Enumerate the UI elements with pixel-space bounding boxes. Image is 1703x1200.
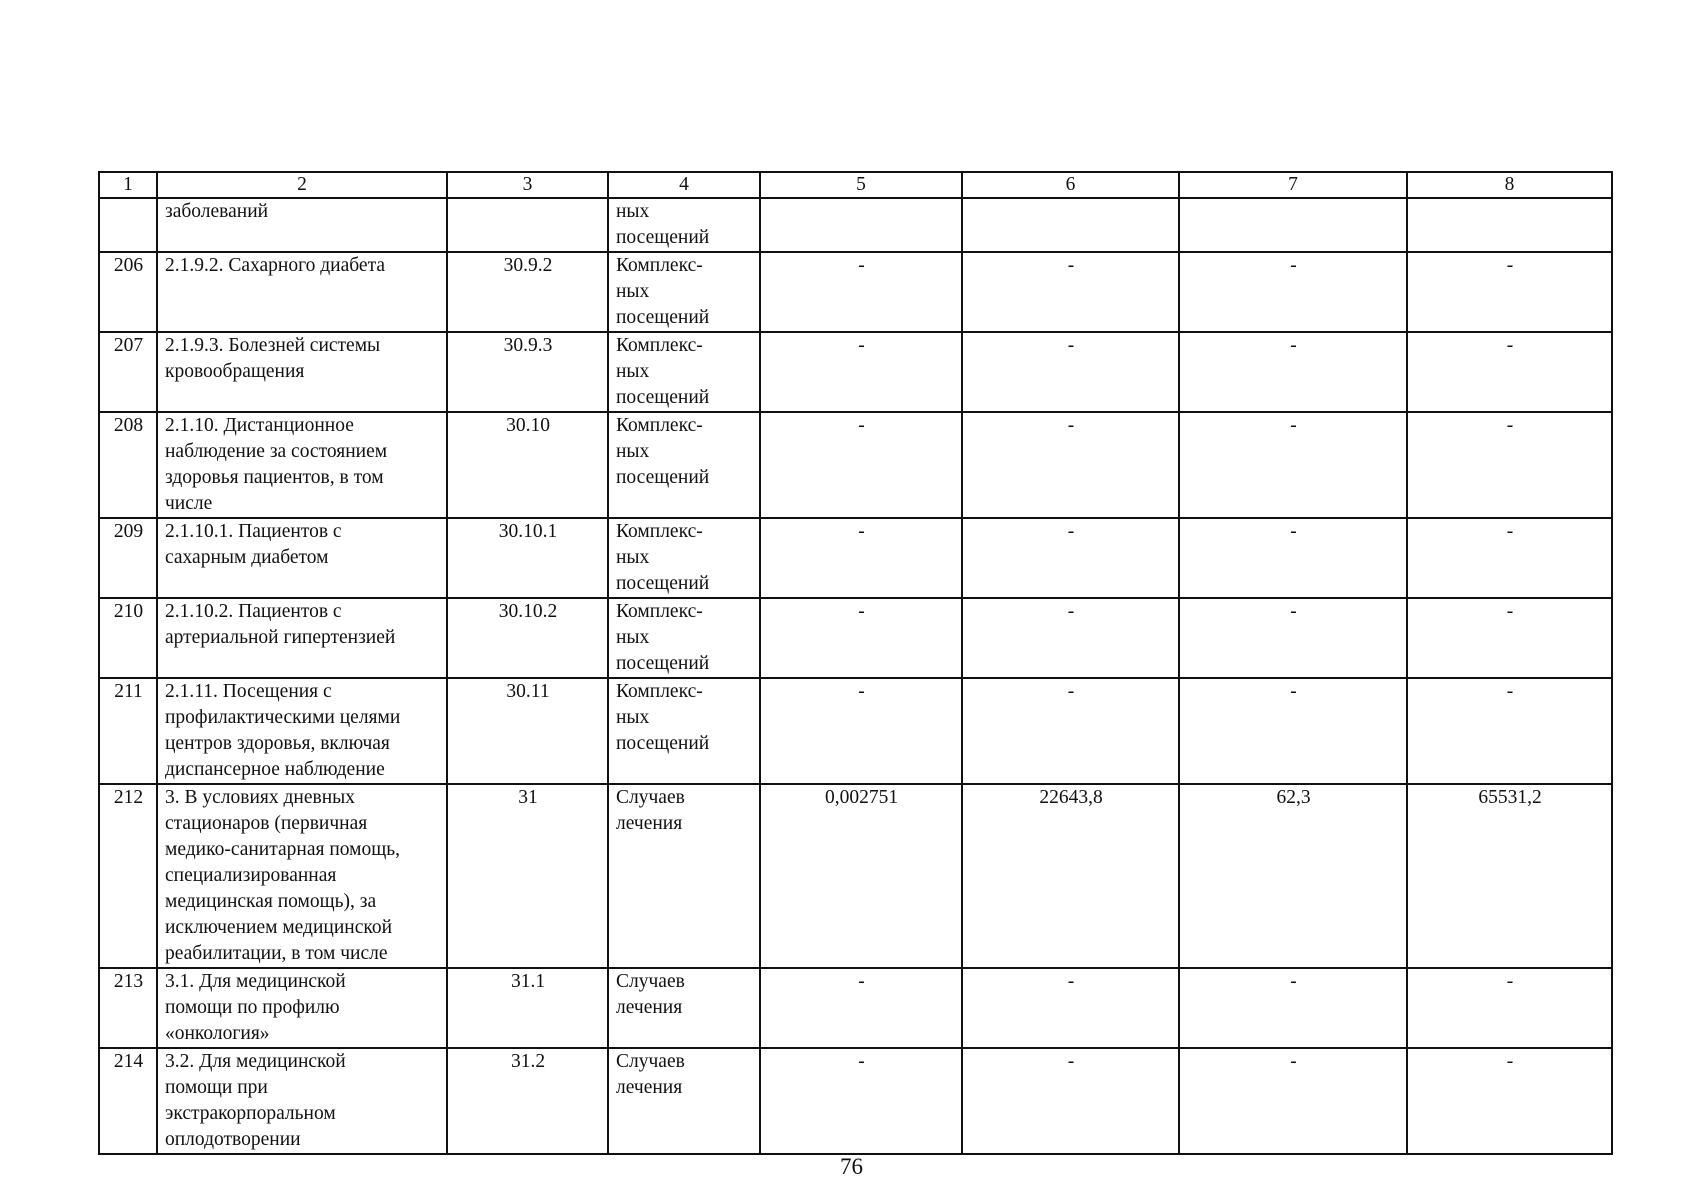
indicator-name-cell-line: реабилитации, в том числе (165, 943, 388, 964)
unit-cell-line: Комплекс- (616, 335, 703, 356)
value-cell-5: - (760, 518, 962, 598)
indicator-name-cell-line: 2.1.9.2. Сахарного диабета (165, 255, 386, 276)
unit-cell (608, 1048, 760, 1154)
unit-cell-line: Комплекс- (616, 681, 703, 702)
line-code-cell: 30.10.1 (447, 518, 608, 598)
unit-cell-line: посещений (616, 733, 710, 754)
indicator-name-cell-line: здоровья пациентов, в том (165, 467, 384, 488)
value-cell-7: - (1179, 968, 1407, 1048)
unit-cell-line: Случаев (616, 1051, 685, 1072)
line-code-cell: 31 (447, 784, 608, 968)
row-number-cell: 211 (99, 678, 157, 784)
value-cell-8: 65531,2 (1407, 784, 1612, 968)
unit-cell (608, 332, 760, 412)
table-header-row (99, 172, 1612, 198)
header-cell-7: 7 (1179, 172, 1407, 198)
indicator-name-cell-line: оплодотворении (165, 1129, 301, 1150)
value-cell-8: - (1407, 1048, 1612, 1154)
value-cell-6: - (962, 968, 1179, 1048)
indicator-name-cell (157, 252, 447, 332)
indicator-name-cell-line: стационаров (первичная (165, 813, 368, 834)
unit-cell-line: ных (616, 441, 650, 462)
indicator-name-cell (157, 1048, 447, 1154)
value-cell-8: - (1407, 412, 1612, 518)
unit-cell-line: Случаев (616, 787, 685, 808)
indicator-name-cell (157, 968, 447, 1048)
value-cell-5: - (760, 1048, 962, 1154)
table-row (99, 968, 1612, 1048)
header-cell-6: 6 (962, 172, 1179, 198)
value-cell-7: - (1179, 252, 1407, 332)
table-row (99, 784, 1612, 968)
row-number-cell: 210 (99, 598, 157, 678)
indicator-name-cell-line: 2.1.10.1. Пациентов с (165, 521, 342, 542)
table-row (99, 412, 1612, 518)
value-cell-5: - (760, 678, 962, 784)
indicator-name-cell-line: 2.1.10.2. Пациентов с (165, 601, 342, 622)
indicator-name-cell-line: 2.1.10. Дистанционное (165, 415, 354, 436)
header-cell-5: 5 (760, 172, 962, 198)
table-row (99, 332, 1612, 412)
row-number-cell: 209 (99, 518, 157, 598)
indicator-name-cell-line: исключением медицинской (165, 917, 393, 938)
row-number-cell: 213 (99, 968, 157, 1048)
line-code-cell: 30.9.3 (447, 332, 608, 412)
unit-cell (608, 968, 760, 1048)
line-code-cell: 30.11 (447, 678, 608, 784)
header-cell-8: 8 (1407, 172, 1612, 198)
value-cell-6 (962, 198, 1179, 252)
value-cell-8: - (1407, 968, 1612, 1048)
value-cell-7: - (1179, 678, 1407, 784)
indicator-name-cell-line: 2.1.11. Посещения с (165, 681, 332, 702)
line-code-cell: 30.10.2 (447, 598, 608, 678)
table-row (99, 198, 1612, 252)
line-code-cell: 30.10 (447, 412, 608, 518)
indicator-name-cell-line: помощи при (165, 1077, 268, 1098)
value-cell-6: - (962, 412, 1179, 518)
unit-cell (608, 518, 760, 598)
indicator-name-cell (157, 598, 447, 678)
unit-cell-line: посещений (616, 387, 710, 408)
line-code-cell: 31.1 (447, 968, 608, 1048)
value-cell-5: - (760, 252, 962, 332)
unit-cell-line: ных (616, 627, 650, 648)
unit-cell-line: ных (616, 361, 650, 382)
indicator-name-cell-line: сахарным диабетом (165, 547, 329, 568)
indicator-name-cell (157, 198, 447, 252)
page-number: 76 (840, 1154, 863, 1179)
value-cell-8: - (1407, 678, 1612, 784)
value-cell-6: - (962, 332, 1179, 412)
indicator-name-cell (157, 784, 447, 968)
indicator-name-cell-line: 3.2. Для медицинской (165, 1051, 346, 1072)
unit-cell-line: Комплекс- (616, 255, 703, 276)
value-cell-8: - (1407, 332, 1612, 412)
value-cell-5: - (760, 412, 962, 518)
indicator-name-cell-line: заболеваний (165, 201, 269, 222)
indicator-name-cell (157, 412, 447, 518)
indicator-name-cell-line: числе (165, 493, 213, 514)
indicator-name-cell-line: диспансерное наблюдение (165, 759, 385, 780)
indicator-name-cell-line: 3. В условиях дневных (165, 787, 356, 808)
value-cell-7: - (1179, 518, 1407, 598)
unit-cell-line: посещений (616, 467, 710, 488)
header-cell-1: 1 (99, 172, 157, 198)
value-cell-6: 22643,8 (962, 784, 1179, 968)
header-cell-2: 2 (157, 172, 447, 198)
indicator-name-cell (157, 332, 447, 412)
value-cell-7: - (1179, 412, 1407, 518)
table-row (99, 252, 1612, 332)
value-cell-6: - (962, 1048, 1179, 1154)
indicator-name-cell-line: экстракорпоральном (165, 1103, 336, 1124)
value-cell-6: - (962, 518, 1179, 598)
unit-cell (608, 198, 760, 252)
line-code-cell: 31.2 (447, 1048, 608, 1154)
value-cell-8 (1407, 198, 1612, 252)
unit-cell-line: Комплекс- (616, 601, 703, 622)
unit-cell-line: лечения (616, 997, 683, 1018)
indicator-name-cell (157, 518, 447, 598)
row-number-cell: 206 (99, 252, 157, 332)
unit-cell (608, 598, 760, 678)
unit-cell-line: ных (616, 547, 650, 568)
value-cell-7: - (1179, 332, 1407, 412)
value-cell-5 (760, 198, 962, 252)
indicator-name-cell-line: 2.1.9.3. Болезней системы (165, 335, 381, 356)
row-number-cell: 214 (99, 1048, 157, 1154)
indicator-name-cell-line: центров здоровья, включая (165, 733, 390, 754)
value-cell-7: 62,3 (1179, 784, 1407, 968)
unit-cell-line: лечения (616, 813, 683, 834)
unit-cell-line: ных (616, 201, 650, 222)
row-number-cell: 212 (99, 784, 157, 968)
unit-cell-line: ных (616, 707, 650, 728)
table-row (99, 598, 1612, 678)
indicator-name-cell-line: «онкология» (165, 1023, 270, 1044)
line-code-cell: 30.9.2 (447, 252, 608, 332)
unit-cell-line: посещений (616, 227, 710, 248)
unit-cell (608, 412, 760, 518)
value-cell-8: - (1407, 598, 1612, 678)
unit-cell-line: посещений (616, 307, 710, 328)
indicator-name-cell-line: кровообращения (165, 361, 305, 382)
table-row (99, 518, 1612, 598)
value-cell-6: - (962, 678, 1179, 784)
data-table (98, 171, 1613, 1155)
indicator-name-cell-line: медико-санитарная помощь, (165, 839, 401, 860)
unit-cell (608, 678, 760, 784)
indicator-name-cell (157, 678, 447, 784)
unit-cell-line: посещений (616, 573, 710, 594)
indicator-name-cell-line: помощи по профилю (165, 997, 340, 1018)
header-cell-4: 4 (608, 172, 760, 198)
value-cell-6: - (962, 252, 1179, 332)
indicator-name-cell-line: медицинская помощь), за (165, 891, 377, 912)
unit-cell-line: ных (616, 281, 650, 302)
unit-cell (608, 252, 760, 332)
value-cell-5: - (760, 332, 962, 412)
value-cell-5: 0,002751 (760, 784, 962, 968)
unit-cell-line: Комплекс- (616, 521, 703, 542)
indicator-name-cell-line: профилактическими целями (165, 707, 401, 728)
row-number-cell: 208 (99, 412, 157, 518)
unit-cell-line: лечения (616, 1077, 683, 1098)
table-row (99, 678, 1612, 784)
unit-cell-line: Случаев (616, 971, 685, 992)
header-cell-3: 3 (447, 172, 608, 198)
table-row (99, 1048, 1612, 1154)
unit-cell-line: Комплекс- (616, 415, 703, 436)
unit-cell (608, 784, 760, 968)
value-cell-7: - (1179, 1048, 1407, 1154)
table-body (99, 172, 1612, 1154)
row-number-cell: 207 (99, 332, 157, 412)
unit-cell-line: посещений (616, 653, 710, 674)
value-cell-5: - (760, 968, 962, 1048)
indicator-name-cell-line: артериальной гипертензией (165, 627, 396, 648)
indicator-name-cell-line: специализированная (165, 865, 337, 886)
indicator-name-cell-line: наблюдение за состоянием (165, 441, 388, 462)
value-cell-7: - (1179, 598, 1407, 678)
indicator-name-cell-line: 3.1. Для медицинской (165, 971, 346, 992)
value-cell-7 (1179, 198, 1407, 252)
line-code-cell (447, 198, 608, 252)
row-number-cell (99, 198, 157, 252)
value-cell-6: - (962, 598, 1179, 678)
value-cell-5: - (760, 598, 962, 678)
value-cell-8: - (1407, 252, 1612, 332)
value-cell-8: - (1407, 518, 1612, 598)
